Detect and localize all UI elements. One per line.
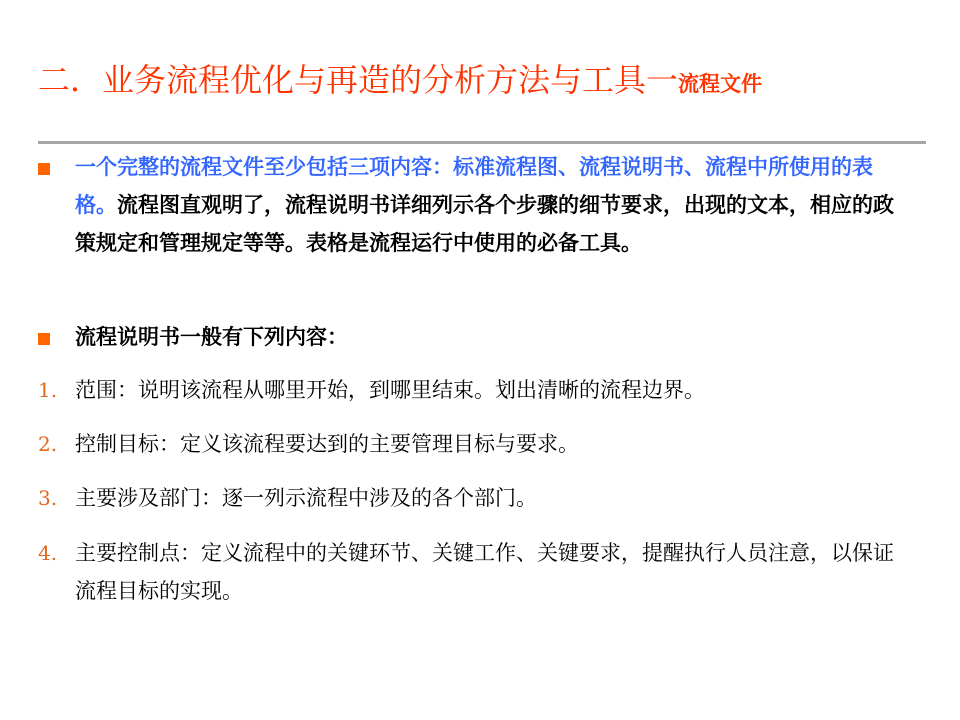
slide-title-main: 二．业务流程优化与再造的分析方法与工具一 [38, 61, 679, 99]
list-number-1: 1. [38, 378, 58, 402]
bullet-paragraph-1 [75, 148, 910, 262]
bullet-square-icon [38, 163, 50, 175]
list-item-2: 控制目标：定义该流程要达到的主要管理目标与要求。 [75, 432, 579, 456]
slide-title-sub: 流程文件 [678, 72, 763, 96]
bullet-1-rest: 流程图直观明了，流程说明书详细列示各个步骤的细节要求，出现的文本，相应的政策规定和管理规定等等。表格是流程运行中使用的必备工具。 [75, 193, 894, 255]
list-number-3: 3. [38, 486, 58, 510]
slide-title [38, 52, 928, 112]
list-item-4: 主要控制点：定义流程中的关键环节、关键工作、关键要求，提醒执行人员注意，以保证流程目标的实现。 [75, 541, 894, 603]
bullet-1-highlight: 一个完整的流程文件至少包括三项内容：标准流程图、流程说明书、流程中所使用的表格。 [75, 155, 873, 217]
list-item-1: 范围：说明该流程从哪里开始，到哪里结束。划出清晰的流程边界。 [75, 378, 705, 402]
list-number-4: 4. [38, 541, 58, 565]
list-number-2: 2. [38, 432, 58, 456]
bullet-paragraph-2: 流程说明书一般有下列内容： [75, 325, 348, 349]
title-divider [38, 141, 926, 144]
bullet-square-icon [38, 333, 50, 345]
list-item-3: 主要涉及部门：逐一列示流程中涉及的各个部门。 [75, 486, 537, 510]
